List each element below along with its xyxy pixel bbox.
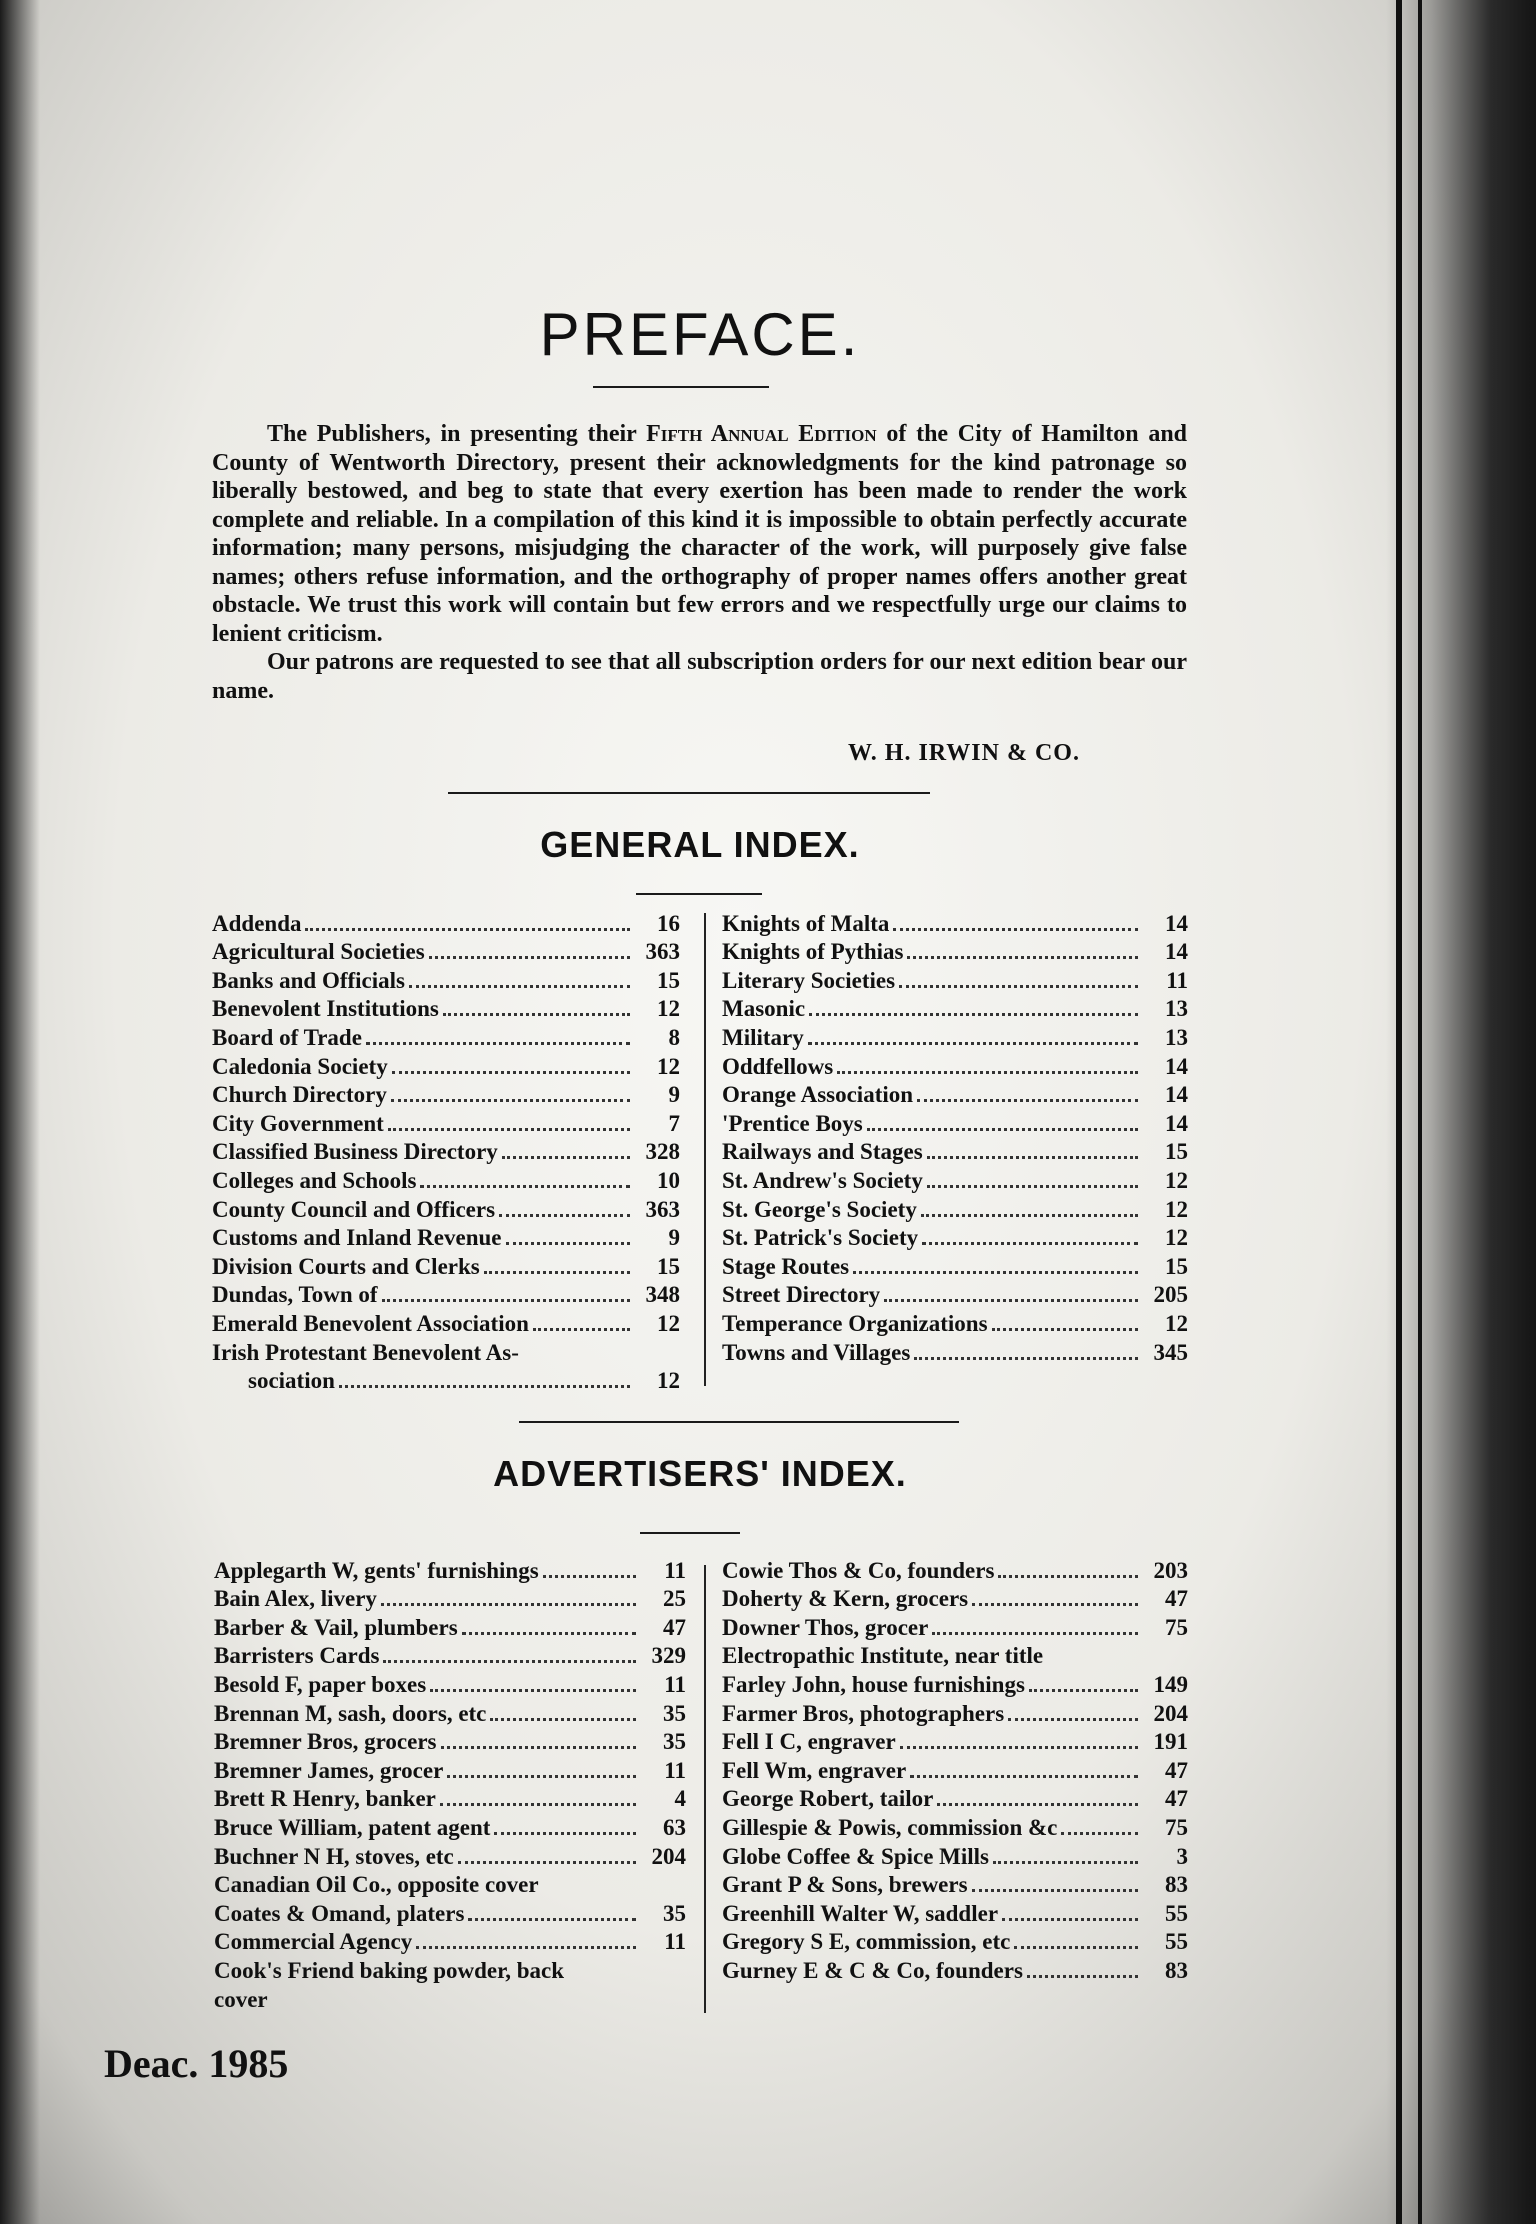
index-entry <box>212 937 680 966</box>
index-entry <box>722 1165 1188 1194</box>
index-entry-page: 11 <box>664 1757 686 1783</box>
index-entry-label: Barristers Cards <box>214 1643 380 1669</box>
index-entry-label: Military <box>722 1024 804 1050</box>
index-entry-label: Addenda <box>212 910 302 936</box>
index-entry <box>722 908 1188 937</box>
index-entry <box>214 1984 686 2013</box>
dot-leader <box>502 1155 630 1159</box>
preface-body <box>212 420 1187 705</box>
dot-leader <box>998 1574 1138 1578</box>
dot-leader <box>420 1184 630 1188</box>
index-entry <box>722 1784 1188 1813</box>
dot-leader <box>440 1802 636 1806</box>
index-entry-page: 3 <box>1176 1843 1188 1869</box>
dot-leader <box>462 1631 636 1635</box>
index-entry-page: 10 <box>657 1167 680 1193</box>
index-entry-page: 15 <box>1165 1253 1188 1279</box>
index-entry <box>212 965 680 994</box>
index-entry <box>722 1698 1188 1727</box>
dot-leader <box>927 1184 1138 1188</box>
index-entry-label: Farley John, house furnishings <box>722 1671 1025 1697</box>
dot-leader <box>391 1098 630 1102</box>
index-entry-page: 75 <box>1165 1614 1188 1640</box>
index-entry-label: Cowie Thos & Co, founders <box>722 1557 995 1583</box>
index-entry-page: 7 <box>668 1110 680 1136</box>
index-entry-page: 12 <box>1165 1225 1188 1251</box>
index-entry-page: 13 <box>1165 996 1188 1022</box>
index-entry <box>722 1337 1188 1366</box>
index-entry-page: 55 <box>1165 1929 1188 1955</box>
index-entry <box>212 1022 680 1051</box>
accession-stamp: Deac. 1985 <box>104 2041 289 2086</box>
index-entry-label: Dundas, Town of <box>212 1282 378 1308</box>
index-entry-label: Fell Wm, engraver <box>722 1757 907 1783</box>
index-entry-label: Church Directory <box>212 1082 387 1108</box>
index-entry-label: Irish Protestant Benevolent As- <box>212 1339 519 1365</box>
general-index-right-column <box>722 908 1188 1366</box>
index-entry-page: 83 <box>1165 1957 1188 1983</box>
index-entry <box>722 1812 1188 1841</box>
index-entry-page: 14 <box>1165 1053 1188 1079</box>
index-entry <box>722 1137 1188 1166</box>
index-entry-label: Cook's Friend baking powder, back <box>214 1957 564 1983</box>
index-entry-label: Globe Coffee & Spice Mills <box>722 1843 990 1869</box>
index-entry-page: 12 <box>1165 1310 1188 1336</box>
title-rule <box>593 386 769 388</box>
index-entry-label: Greenhill Walter W, saddler <box>722 1900 999 1926</box>
section-divider-1 <box>448 792 930 794</box>
index-entry-page: 149 <box>1153 1671 1188 1697</box>
index-entry-label: Gillespie & Powis, commission &c <box>722 1814 1058 1840</box>
index-entry-label: George Robert, tailor <box>722 1786 934 1812</box>
index-entry-page: 348 <box>645 1282 680 1308</box>
index-entry <box>214 1555 686 1584</box>
index-entry-label: Farmer Bros, photographers <box>722 1700 1005 1726</box>
index-entry-label: Brett R Henry, banker <box>214 1786 436 1812</box>
index-entry-page: 363 <box>645 939 680 965</box>
index-entry <box>722 1641 1188 1670</box>
index-entry-label: 'Prentice Boys <box>722 1110 863 1136</box>
binding-edge-line-2 <box>1418 0 1422 2224</box>
index-entry-label: St. Andrew's Society <box>722 1167 923 1193</box>
index-entry-page: 55 <box>1165 1900 1188 1926</box>
dot-leader <box>927 1155 1138 1159</box>
dot-leader <box>543 1574 636 1578</box>
index-entry <box>212 908 680 937</box>
index-entry-page: 12 <box>657 996 680 1022</box>
dot-leader <box>972 1602 1138 1606</box>
index-entry <box>212 1108 680 1137</box>
dot-leader <box>993 1860 1138 1864</box>
index-entry-page: 47 <box>1165 1586 1188 1612</box>
index-entry-page: 75 <box>1165 1814 1188 1840</box>
index-entry <box>214 1898 686 1927</box>
dot-leader <box>484 1270 630 1274</box>
index-entry-label: Applegarth W, gents' furnishings <box>214 1557 539 1583</box>
index-entry-page: 4 <box>674 1786 686 1812</box>
index-entry <box>212 1194 680 1223</box>
dot-leader <box>468 1917 636 1921</box>
index-entry-label: Fell I C, engraver <box>722 1729 896 1755</box>
index-entry-label: Bremner Bros, grocers <box>214 1729 437 1755</box>
dot-leader <box>1027 1974 1138 1978</box>
dot-leader <box>899 984 1138 988</box>
index-entry-page: 15 <box>657 1253 680 1279</box>
index-entry-page: 11 <box>664 1929 686 1955</box>
dot-leader <box>1008 1717 1138 1721</box>
index-entry <box>212 1080 680 1109</box>
index-entry <box>722 1955 1188 1984</box>
index-entry <box>722 1669 1188 1698</box>
index-entry-page: 12 <box>657 1310 680 1336</box>
index-entry-label: Board of Trade <box>212 1024 362 1050</box>
index-entry-label: Towns and Villages <box>722 1339 911 1365</box>
preface-title: PREFACE. <box>539 301 861 368</box>
dot-leader <box>853 1270 1138 1274</box>
dot-leader <box>382 1298 630 1302</box>
index-entry <box>214 1755 686 1784</box>
index-entry-label: Colleges and Schools <box>212 1167 417 1193</box>
index-entry-label: Canadian Oil Co., opposite cover <box>214 1872 539 1898</box>
general-index-heading: GENERAL INDEX. <box>540 824 860 865</box>
index-entry-label: Brennan M, sash, doors, etc <box>214 1700 487 1726</box>
index-entry <box>722 1251 1188 1280</box>
index-entry-label: Buchner N H, stoves, etc <box>214 1843 454 1869</box>
index-entry-page: 11 <box>664 1671 686 1697</box>
dot-leader <box>416 1945 636 1949</box>
index-entry-label: Bremner James, grocer <box>214 1757 444 1783</box>
index-entry-label: Agricultural Societies <box>212 939 425 965</box>
index-entry-page: 9 <box>668 1225 680 1251</box>
index-entry <box>214 1612 686 1641</box>
index-entry-label: St. Patrick's Society <box>722 1225 919 1251</box>
index-entry <box>722 1727 1188 1756</box>
dot-leader <box>922 1241 1138 1245</box>
dot-leader <box>808 1041 1138 1045</box>
index-entry-page: 12 <box>1165 1196 1188 1222</box>
dot-leader <box>533 1327 630 1331</box>
index-entry-page: 35 <box>663 1729 686 1755</box>
index-entry-label: County Council and Officers <box>212 1196 496 1222</box>
index-entry-label: cover <box>214 1986 268 2012</box>
index-entry-label: Customs and Inland Revenue <box>212 1225 502 1251</box>
index-entry-page: 14 <box>1165 939 1188 965</box>
index-entry-page: 47 <box>1165 1757 1188 1783</box>
index-entry <box>722 1308 1188 1337</box>
index-entry <box>214 1669 686 1698</box>
index-entry-page: 63 <box>663 1814 686 1840</box>
dot-leader <box>366 1041 630 1045</box>
dot-leader <box>917 1098 1138 1102</box>
dot-leader <box>867 1127 1138 1131</box>
index-entry-page: 15 <box>657 967 680 993</box>
index-entry <box>722 1080 1188 1109</box>
index-entry <box>212 1251 680 1280</box>
dot-leader <box>884 1298 1138 1302</box>
index-entry-label: sociation <box>248 1368 335 1394</box>
index-entry-page: 35 <box>663 1700 686 1726</box>
dot-leader <box>383 1659 636 1663</box>
index-entry-label: City Government <box>212 1110 384 1136</box>
index-entry <box>214 1584 686 1613</box>
dot-leader <box>914 1356 1138 1360</box>
index-entry <box>212 1280 680 1309</box>
index-entry-label: Coates & Omand, platers <box>214 1900 465 1926</box>
index-entry <box>212 1223 680 1252</box>
index-entry <box>214 1641 686 1670</box>
index-entry-label: Doherty & Kern, grocers <box>722 1586 969 1612</box>
dot-leader <box>441 1745 637 1749</box>
advertisers-index-column-rule <box>704 1565 706 2013</box>
index-entry-label: Masonic <box>722 996 806 1022</box>
index-entry-label: Electropathic Institute, near title <box>722 1643 1044 1669</box>
index-entry <box>722 1022 1188 1051</box>
index-entry-page: 205 <box>1153 1282 1188 1308</box>
index-entry <box>722 1898 1188 1927</box>
index-entry <box>722 1870 1188 1899</box>
index-entry-label: Stage Routes <box>722 1253 850 1279</box>
publisher-signature: W. H. IRWIN & CO. <box>848 740 1080 766</box>
index-entry <box>722 937 1188 966</box>
index-entry-page: 12 <box>657 1368 680 1394</box>
dot-leader <box>430 1688 636 1692</box>
index-entry-label: Gurney E & C & Co, founders <box>722 1957 1023 1983</box>
index-entry <box>214 1812 686 1841</box>
index-entry <box>722 994 1188 1023</box>
general-index-rule <box>636 893 762 895</box>
index-entry <box>212 1051 680 1080</box>
index-entry <box>214 1841 686 1870</box>
index-entry <box>212 1308 680 1337</box>
index-entry-page: 11 <box>1166 967 1188 993</box>
index-entry <box>212 1165 680 1194</box>
index-entry <box>722 1841 1188 1870</box>
advertisers-index-right-column <box>722 1555 1188 1984</box>
edition-name: Fifth Annual Edition <box>646 421 877 447</box>
index-entry-label: Banks and Officials <box>212 967 405 993</box>
right-binding-shadow <box>1386 0 1536 2224</box>
index-entry-label: Barber & Vail, plumbers <box>214 1614 458 1640</box>
index-entry <box>722 1108 1188 1137</box>
index-entry <box>212 994 680 1023</box>
dot-leader <box>1014 1945 1138 1949</box>
index-entry-page: 191 <box>1153 1729 1188 1755</box>
dot-leader <box>409 984 630 988</box>
index-entry-label: Downer Thos, grocer <box>722 1614 929 1640</box>
dot-leader <box>443 1012 630 1016</box>
dot-leader <box>1002 1917 1138 1921</box>
index-entry-page: 11 <box>664 1557 686 1583</box>
index-entry-page: 25 <box>663 1586 686 1612</box>
dot-leader <box>900 1745 1138 1749</box>
index-entry-page: 83 <box>1165 1872 1188 1898</box>
index-entry-label: Commercial Agency <box>214 1929 413 1955</box>
index-entry <box>212 1366 680 1395</box>
index-entry <box>722 1555 1188 1584</box>
index-entry-page: 203 <box>1153 1557 1188 1583</box>
dot-leader <box>388 1127 630 1131</box>
index-entry <box>214 1955 686 1984</box>
index-entry-label: Division Courts and Clerks <box>212 1253 480 1279</box>
dot-leader <box>381 1602 636 1606</box>
index-entry-label: Bain Alex, livery <box>214 1586 377 1612</box>
index-entry-page: 345 <box>1153 1339 1188 1365</box>
index-entry <box>214 1727 686 1756</box>
index-entry <box>722 1223 1188 1252</box>
index-entry <box>212 1137 680 1166</box>
index-entry-page: 47 <box>663 1614 686 1640</box>
index-entry-page: 12 <box>1165 1167 1188 1193</box>
index-entry <box>214 1698 686 1727</box>
dot-leader <box>1029 1688 1138 1692</box>
index-entry-page: 15 <box>1165 1139 1188 1165</box>
index-entry <box>212 1337 680 1366</box>
index-entry-page: 9 <box>668 1082 680 1108</box>
index-entry-label: Literary Societies <box>722 967 896 993</box>
dot-leader <box>937 1802 1138 1806</box>
index-entry-page: 12 <box>657 1053 680 1079</box>
dot-leader <box>893 927 1138 931</box>
index-entry-label: Oddfellows <box>722 1053 834 1079</box>
dot-leader <box>429 955 630 959</box>
advertisers-index-left-column <box>214 1555 686 2013</box>
preface-paragraph-2: Our patrons are requested to see that all subscription orders for our next edition bear our name. <box>212 649 1187 704</box>
advertisers-index-heading: ADVERTISERS' INDEX. <box>493 1453 907 1494</box>
index-entry-label: Orange Association <box>722 1082 914 1108</box>
dot-leader <box>506 1241 631 1245</box>
dot-leader <box>339 1384 630 1388</box>
index-entry-page: 204 <box>651 1843 686 1869</box>
dot-leader <box>499 1213 630 1217</box>
index-entry-label: St. George's Society <box>722 1196 917 1222</box>
index-entry <box>214 1870 686 1899</box>
section-divider-2 <box>519 1421 959 1423</box>
index-entry-label: Gregory S E, commission, etc <box>722 1929 1011 1955</box>
dot-leader <box>392 1070 630 1074</box>
index-entry-page: 14 <box>1165 910 1188 936</box>
index-entry <box>722 1927 1188 1956</box>
dot-leader <box>494 1831 636 1835</box>
index-entry-page: 363 <box>645 1196 680 1222</box>
index-entry-label: Bruce William, patent agent <box>214 1814 491 1840</box>
dot-leader <box>837 1070 1138 1074</box>
index-entry <box>722 1194 1188 1223</box>
index-entry-label: Classified Business Directory <box>212 1139 498 1165</box>
dot-leader <box>932 1631 1138 1635</box>
index-entry-page: 35 <box>663 1900 686 1926</box>
index-entry <box>214 1927 686 1956</box>
index-entry <box>214 1784 686 1813</box>
preface-paragraph-1: The Publishers, in presenting their Fifth Annual Edition of the City of Hamilton and County of Wentworth Directory, present their acknowledgments for the kind patronage so liberally bestowed, and beg to state that every exertion has been made to render the work complete and reliable. In a compilation of this kind it is impossible to obtain perfectly accurate information; many persons, misjudging the character of the work, will purposely give false names; others refuse information, and the orthography of proper names offers another great obstacle. We trust this work will contain but few errors and we respectfully urge our claims to lenient criticism. <box>212 421 1188 647</box>
index-entry <box>722 1280 1188 1309</box>
index-entry-page: 14 <box>1165 1110 1188 1136</box>
index-entry-page: 328 <box>645 1139 680 1165</box>
index-entry-label: Benevolent Institutions <box>212 996 439 1022</box>
index-entry-page: 329 <box>651 1643 686 1669</box>
index-entry-label: Street Directory <box>722 1282 881 1308</box>
index-entry-label: Besold F, paper boxes <box>214 1671 427 1697</box>
index-entry-label: Grant P & Sons, brewers <box>722 1872 968 1898</box>
general-index-column-rule <box>704 913 706 1386</box>
index-entry-label: Caledonia Society <box>212 1053 388 1079</box>
index-entry-label: Emerald Benevolent Association <box>212 1310 529 1336</box>
index-entry-page: 47 <box>1165 1786 1188 1812</box>
dot-leader <box>490 1717 636 1721</box>
dot-leader <box>809 1012 1138 1016</box>
general-index-left-column <box>212 908 680 1394</box>
dot-leader <box>458 1860 636 1864</box>
index-entry-label: Knights of Malta <box>722 910 890 936</box>
dot-leader <box>907 955 1138 959</box>
dot-leader <box>305 927 630 931</box>
index-entry-label: Temperance Organizations <box>722 1310 988 1336</box>
index-entry <box>722 965 1188 994</box>
index-entry <box>722 1755 1188 1784</box>
index-entry-page: 16 <box>657 910 680 936</box>
dot-leader <box>972 1888 1138 1892</box>
index-entry <box>722 1051 1188 1080</box>
dot-leader <box>447 1774 636 1778</box>
dot-leader <box>921 1213 1138 1217</box>
dot-leader <box>992 1327 1138 1331</box>
index-entry-page: 204 <box>1153 1700 1188 1726</box>
index-entry-page: 14 <box>1165 1082 1188 1108</box>
index-entry-label: Knights of Pythias <box>722 939 904 965</box>
index-entry <box>722 1584 1188 1613</box>
index-entry-page: 13 <box>1165 1024 1188 1050</box>
advertisers-index-rule <box>640 1532 740 1534</box>
index-entry-page: 8 <box>668 1024 680 1050</box>
index-entry-label: Railways and Stages <box>722 1139 923 1165</box>
dot-leader <box>1061 1831 1138 1835</box>
index-entry <box>722 1612 1188 1641</box>
dot-leader <box>910 1774 1138 1778</box>
